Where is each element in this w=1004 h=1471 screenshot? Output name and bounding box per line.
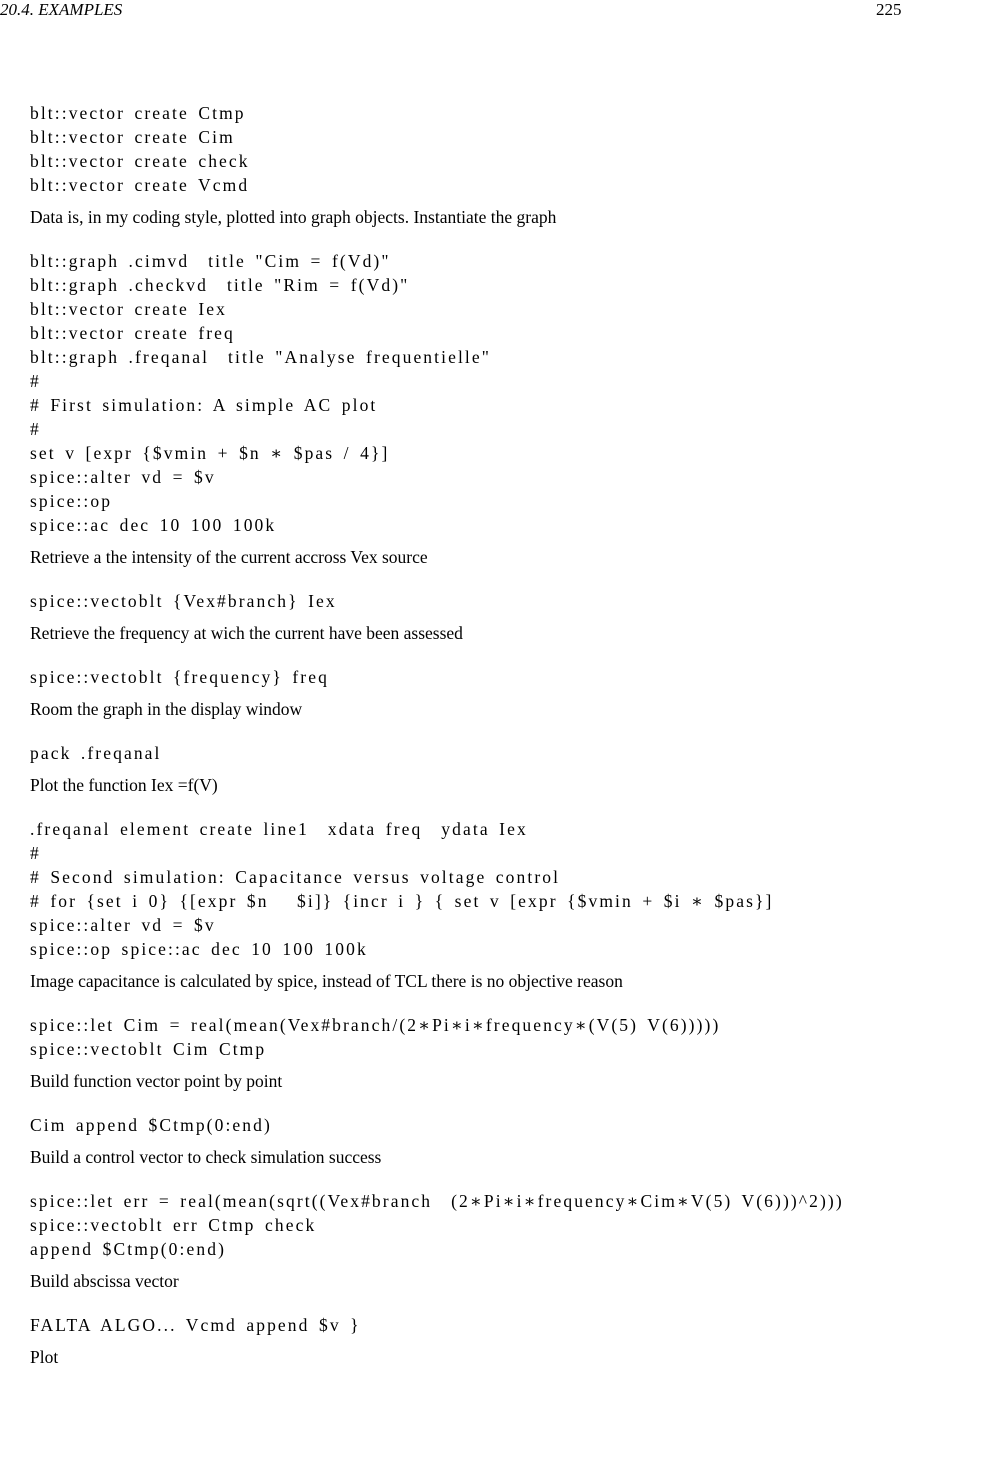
- code-listing: [30, 817, 1004, 961]
- code-line: blt::graph .cimvd title "Cim = f(Vd)": [30, 251, 391, 271]
- code-line: #: [30, 843, 41, 863]
- paragraph: Plot the function Iex =f(V): [30, 775, 218, 795]
- code-line: #: [30, 419, 41, 439]
- code-line: blt::vector create freq: [30, 323, 235, 343]
- code-line: Cim append $Ctmp(0:end): [30, 1115, 272, 1135]
- paragraph: Plot: [30, 1347, 59, 1367]
- code-line: blt::vector create Ctmp: [30, 103, 246, 123]
- code-line: # Second simulation: Capacitance versus voltage control: [30, 867, 561, 887]
- code-line: append $Ctmp(0:end): [30, 1239, 226, 1259]
- code-listing: [30, 249, 1004, 537]
- code-line: set v [expr {$vmin + $n ∗ $pas / 4}]: [30, 443, 390, 463]
- code-line: spice::vectoblt Cim Ctmp: [30, 1039, 267, 1059]
- page-number: 225: [876, 0, 902, 19]
- code-listing: [30, 589, 1004, 613]
- code-listing: [30, 1189, 1004, 1261]
- code-listing: [30, 741, 1004, 765]
- code-line: spice::vectoblt err Ctmp check: [30, 1215, 317, 1235]
- code-line: blt::graph .freqanal title "Analyse frequentielle": [30, 347, 491, 367]
- code-listing: [30, 101, 1004, 197]
- code-line: spice::vectoblt {Vex#branch} Iex: [30, 591, 337, 611]
- code-line: spice::ac dec 10 100 100k: [30, 515, 277, 535]
- code-line: spice::vectoblt {frequency} freq: [30, 667, 329, 687]
- code-line: blt::graph .checkvd title "Rim = f(Vd)": [30, 275, 410, 295]
- running-head: 20.4. EXAMPLES: [0, 0, 123, 19]
- code-line: blt::vector create check: [30, 151, 250, 171]
- code-line: blt::vector create Iex: [30, 299, 227, 319]
- paragraph: Image capacitance is calculated by spice, instead of TCL there is no objective reason: [30, 971, 623, 991]
- code-line: spice::alter vd = $v: [30, 467, 216, 487]
- page-header: [0, 0, 1004, 24]
- code-listing: [30, 1113, 1004, 1137]
- paragraph: Build a control vector to check simulation success: [30, 1147, 382, 1167]
- code-line: FALTA ALGO... Vcmd append $v }: [30, 1315, 361, 1335]
- code-line: #: [30, 371, 41, 391]
- paragraph: Retrieve a the intensity of the current accross Vex source: [30, 547, 428, 567]
- code-line: # for {set i 0} {[expr $n $i]} {incr i } { set v [expr {$vmin + $i ∗ $pas}]: [30, 891, 774, 911]
- code-line: blt::vector create Vcmd: [30, 175, 250, 195]
- code-line: .freqanal element create line1 xdata freq ydata Iex: [30, 819, 528, 839]
- code-line: spice::op: [30, 491, 113, 511]
- paragraph: Data is, in my coding style, plotted into graph objects. Instantiate the graph: [30, 207, 557, 227]
- code-listing: [30, 1013, 1004, 1061]
- code-listing: [30, 665, 1004, 689]
- code-line: pack .freqanal: [30, 743, 162, 763]
- code-line: spice::let Cim = real(mean(Vex#branch/(2∗Pi∗i∗frequency∗(V(5) V(6))))): [30, 1015, 721, 1035]
- paragraph: Room the graph in the display window: [30, 699, 303, 719]
- code-line: # First simulation: A simple AC plot: [30, 395, 378, 415]
- code-line: blt::vector create Cim: [30, 127, 235, 147]
- page-body: [30, 101, 1004, 1389]
- code-line: spice::alter vd = $v: [30, 915, 216, 935]
- paragraph: Build function vector point by point: [30, 1071, 283, 1091]
- code-line: spice::op spice::ac dec 10 100 100k: [30, 939, 368, 959]
- paragraph: Retrieve the frequency at wich the current have been assessed: [30, 623, 463, 643]
- code-line: spice::let err = real(mean(sqrt((Vex#branch (2∗Pi∗i∗frequency∗Cim∗V(5) V(6)))^2))): [30, 1191, 844, 1211]
- paragraph: Build abscissa vector: [30, 1271, 179, 1291]
- code-listing: [30, 1313, 1004, 1337]
